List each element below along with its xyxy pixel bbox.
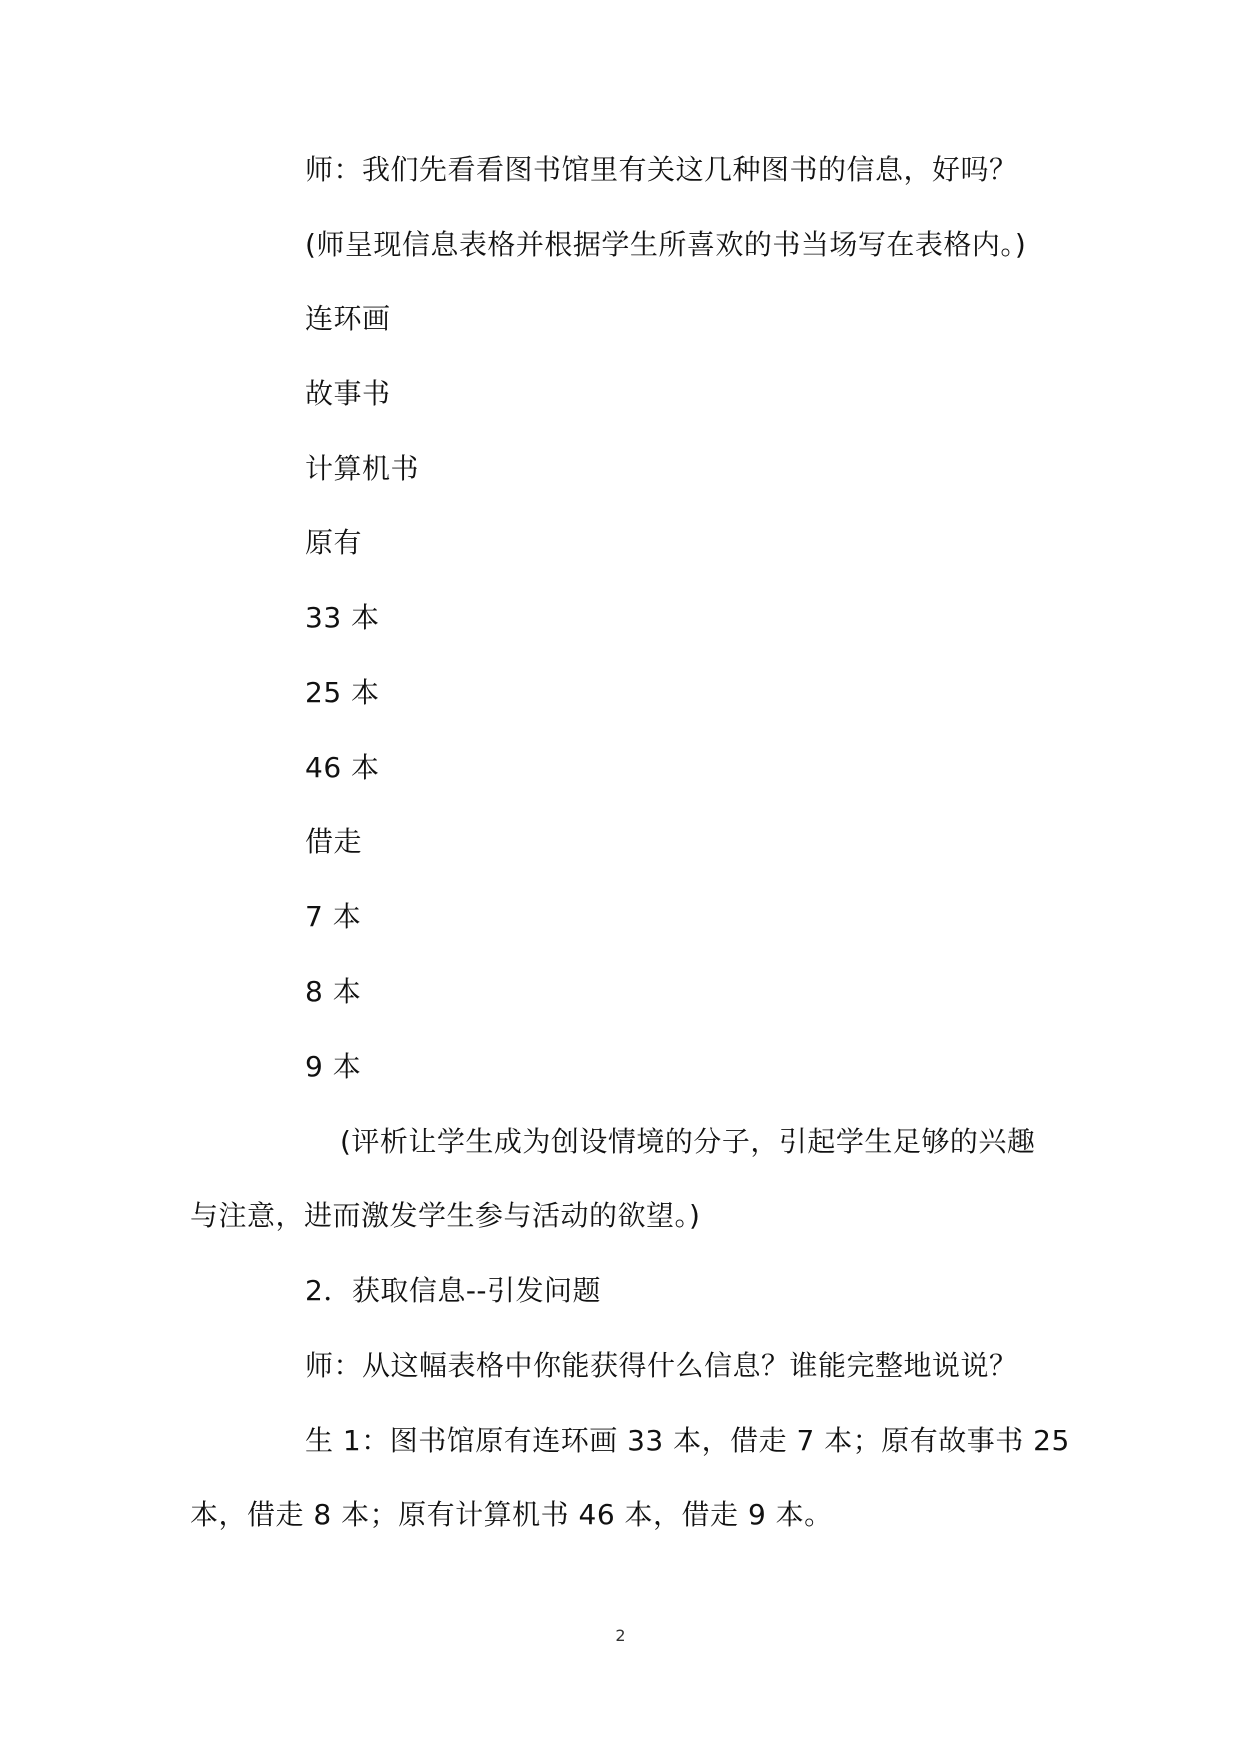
paragraph-teacher-question: 师：我们先看看图书馆里有关这几种图书的信息，好吗？ bbox=[305, 153, 1018, 186]
table-row-label-original: 原有 bbox=[305, 526, 363, 559]
table-header-computer-books: 计算机书 bbox=[305, 452, 420, 485]
page-number: 2 bbox=[615, 1626, 626, 1645]
paragraph-student-answer-line2: 本，借走 8 本；原有计算机书 46 本，借走 9 本。 bbox=[190, 1498, 833, 1531]
paragraph-commentary-line1: (评析让学生成为创设情境的分子，引起学生足够的兴趣 bbox=[340, 1125, 1036, 1158]
table-header-storybooks: 故事书 bbox=[305, 377, 391, 410]
table-cell-original-comics: 33 本 bbox=[305, 601, 380, 634]
table-row-label-borrowed: 借走 bbox=[305, 825, 363, 858]
paragraph-student-answer-line1: 生 1：图书馆原有连环画 33 本，借走 7 本；原有故事书 25 bbox=[305, 1424, 1070, 1457]
paragraph-teacher-ask-info: 师：从这幅表格中你能获得什么信息？谁能完整地说说？ bbox=[305, 1349, 1018, 1382]
paragraph-commentary-line2: 与注意，进而激发学生参与活动的欲望。) bbox=[190, 1199, 701, 1232]
table-cell-borrowed-comics: 7 本 bbox=[305, 900, 362, 933]
table-cell-original-storybooks: 25 本 bbox=[305, 676, 380, 709]
table-header-comics: 连环画 bbox=[305, 302, 391, 335]
section-heading-get-info: 2．获取信息--引发问题 bbox=[305, 1274, 602, 1307]
table-cell-borrowed-storybooks: 8 本 bbox=[305, 975, 362, 1008]
table-cell-borrowed-computer: 9 本 bbox=[305, 1050, 362, 1083]
table-cell-original-computer: 46 本 bbox=[305, 751, 380, 784]
paragraph-teacher-action: (师呈现信息表格并根据学生所喜欢的书当场写在表格内。) bbox=[305, 228, 1027, 261]
